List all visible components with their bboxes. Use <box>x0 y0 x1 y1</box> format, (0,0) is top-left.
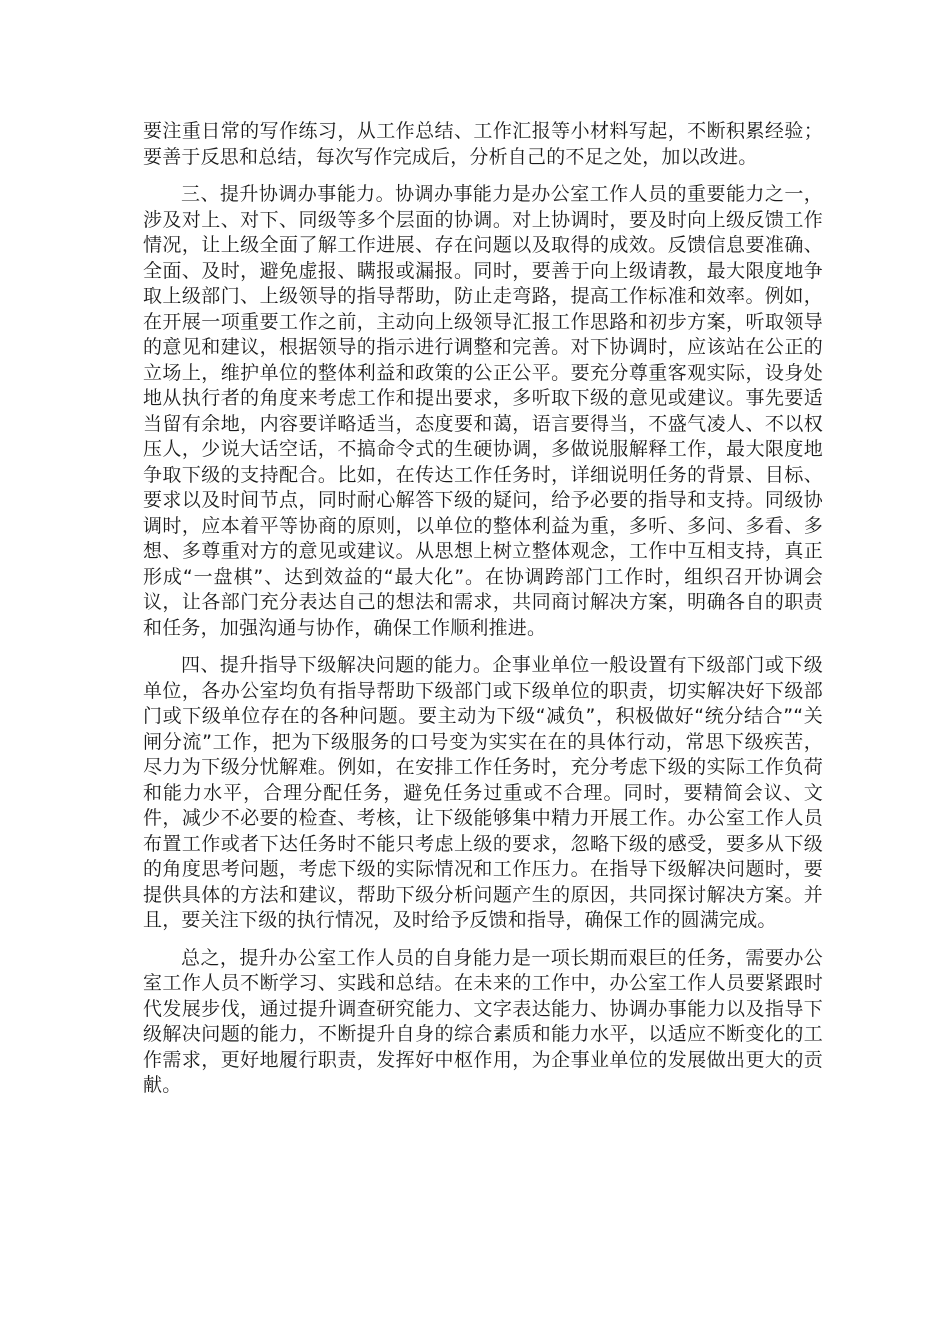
paragraph-conclusion: 总之，提升办公室工作人员的自身能力是一项长期而艰巨的任务，需要办公室工作人员不断学习、实践和总结。在未来的工作中，办公室工作人员要紧跟时代发展步伐，通过提升调查研究能力、文字表达能力、协调办事能力以及指导下级解决问题的能力，不断提升自身的综合素质和能力水平，以适应不断变化的工作需求，更好地履行职责，发挥好中枢作用，为企事业单位的发展做出更大的贡献。 <box>143 946 823 1096</box>
paragraph-coordination: 三、提升协调办事能力。协调办事能力是办公室工作人员的重要能力之一，涉及对上、对下、同级等多个层面的协调。对上协调时，要及时向上级反馈工作情况，让上级全面了解工作进展、存在问题以及取得的成效。反馈信息要准确、全面、及时，避免虚报、瞒报或漏报。同时，要善于向上级请教，最大限度地争取上级部门、上级领导的指导帮助，防止走弯路，提高工作标准和效率。例如，在开展一项重要工作之前，主动向上级领导汇报工作思路和初步方案，听取领导的意见和建议，根据领导的指示进行调整和完善。对下协调时，应该站在公正的立场上，维护单位的整体利益和政策的公正公平。要充分尊重客观实际，设身处地从执行者的角度来考虑工作和提出要求，多听取下级的意见或建议。事先要适当留有余地，内容要详略适当，态度要和蔼，语言要得当，不盛气凌人、不以权压人，少说大话空话，不搞命令式的生硬协调，多做说服解释工作，最大限度地争取下级的支持配合。比如，在传达工作任务时，详细说明任务的背景、目标、要求以及时间节点，同时耐心解答下级的疑问，给予必要的指导和支持。同级协调时，应本着平等协商的原则，以单位的整体利益为重，多听、多问、多看、多想、多尊重对方的意见或建议。从思想上树立整体观念，工作中互相支持，真正形成“一盘棋”、达到效益的“最大化”。在协调跨部门工作时，组织召开协调会议，让各部门充分表达自己的想法和需求，共同商讨解决方案，明确各自的职责和任务，加强沟通与协作，确保工作顺利推进。 <box>143 183 823 639</box>
document-body <box>143 119 823 1111</box>
paragraph-guiding-subordinates: 四、提升指导下级解决问题的能力。企事业单位一般设置有下级部门或下级单位，各办公室均负有指导帮助下级部门或下级单位的职责，切实解决好下级部门或下级单位存在的各种问题。要主动为下级“减负”，积极做好“统分结合”“关闸分流”工作，把为下级服务的口号变为实实在在的具体行动，常思下级疾苦，尽力为下级分忧解难。例如，在安排工作任务时，充分考虑下级的实际工作负荷和能力水平，合理分配任务，避免任务过重或不合理。同时，要精简会议、文件，减少不必要的检查、考核，让下级能够集中精力开展工作。办公室工作人员布置工作或者下达任务时不能只考虑上级的要求，忽略下级的感受，要多从下级的角度思考问题，考虑下级的实际情况和工作压力。在指导下级解决问题时，要提供具体的方法和建议，帮助下级分析问题产生的原因，共同探讨解决方案。并且，要关注下级的执行情况，及时给予反馈和指导，确保工作的圆满完成。 <box>143 654 823 931</box>
paragraph-writing-practice: 要注重日常的写作练习，从工作总结、工作汇报等小材料写起，不断积累经验；要善于反思和总结，每次写作完成后，分析自己的不足之处，加以改进。 <box>143 120 823 168</box>
